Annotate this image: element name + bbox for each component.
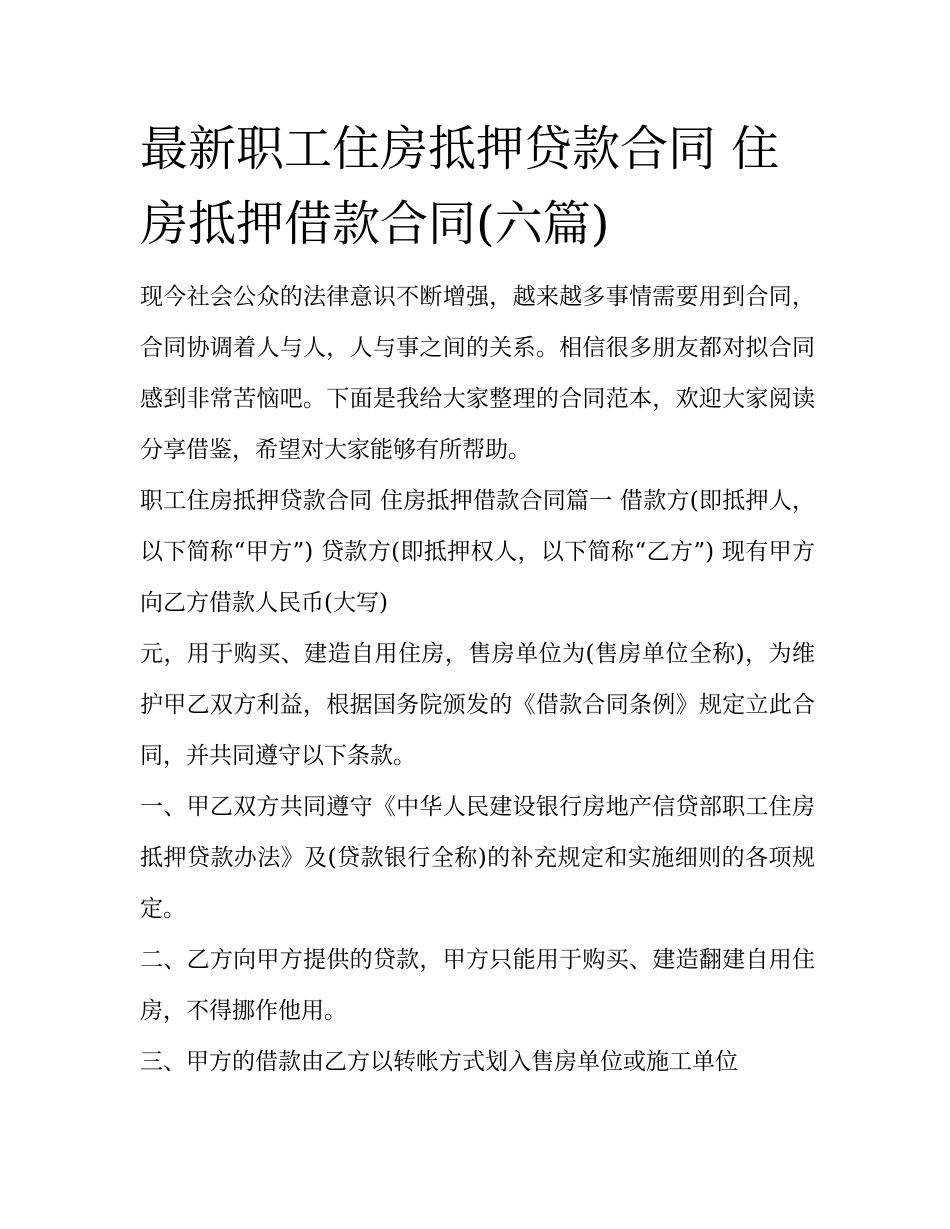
document-page [140,112,815,1088]
paragraph-clause-2: 二、乙方向甲方提供的贷款，甲方只能用于购买、建造翻建自用住房，不得挪作他用。 [140,947,815,1024]
paragraph-clause-1: 一、甲乙双方共同遵守《中华人民建设银行房地产信贷部职工住房抵押贷款办法》及(贷款银行全称)的补充规定和实施细则的各项规定。 [140,794,815,922]
paragraph-loan-purpose: 元，用于购买、建造自用住房，售房单位为(售房单位全称)，为维护甲乙双方利益，根据国务院颁发的《借款合同条例》规定立此合同，并共同遵守以下条款。 [140,641,815,769]
paragraph-intro: 现今社会公众的法律意识不断增强，越来越多事情需要用到合同，合同协调着人与人，人与事之间的关系。相信很多朋友都对拟合同感到非常苦恼吧。下面是我给大家整理的合同范本，欢迎大家阅读分享借鉴，希望对大家能够有所帮助。 [140,284,815,463]
document-title: 最新职工住房抵押贷款合同 住房抵押借款合同(六篇) [140,121,780,252]
document-body [140,272,815,1088]
paragraph-clause-3: 三、甲方的借款由乙方以转帐方式划入售房单位或施工单位 [140,1049,738,1075]
paragraph-contract-parties: 职工住房抵押贷款合同 住房抵押借款合同篇一 借款方(即抵押人，以下简称“甲方”) 贷款方(即抵押权人，以下简称“乙方”) 现有甲方向乙方借款人民币(大写) [140,488,815,616]
